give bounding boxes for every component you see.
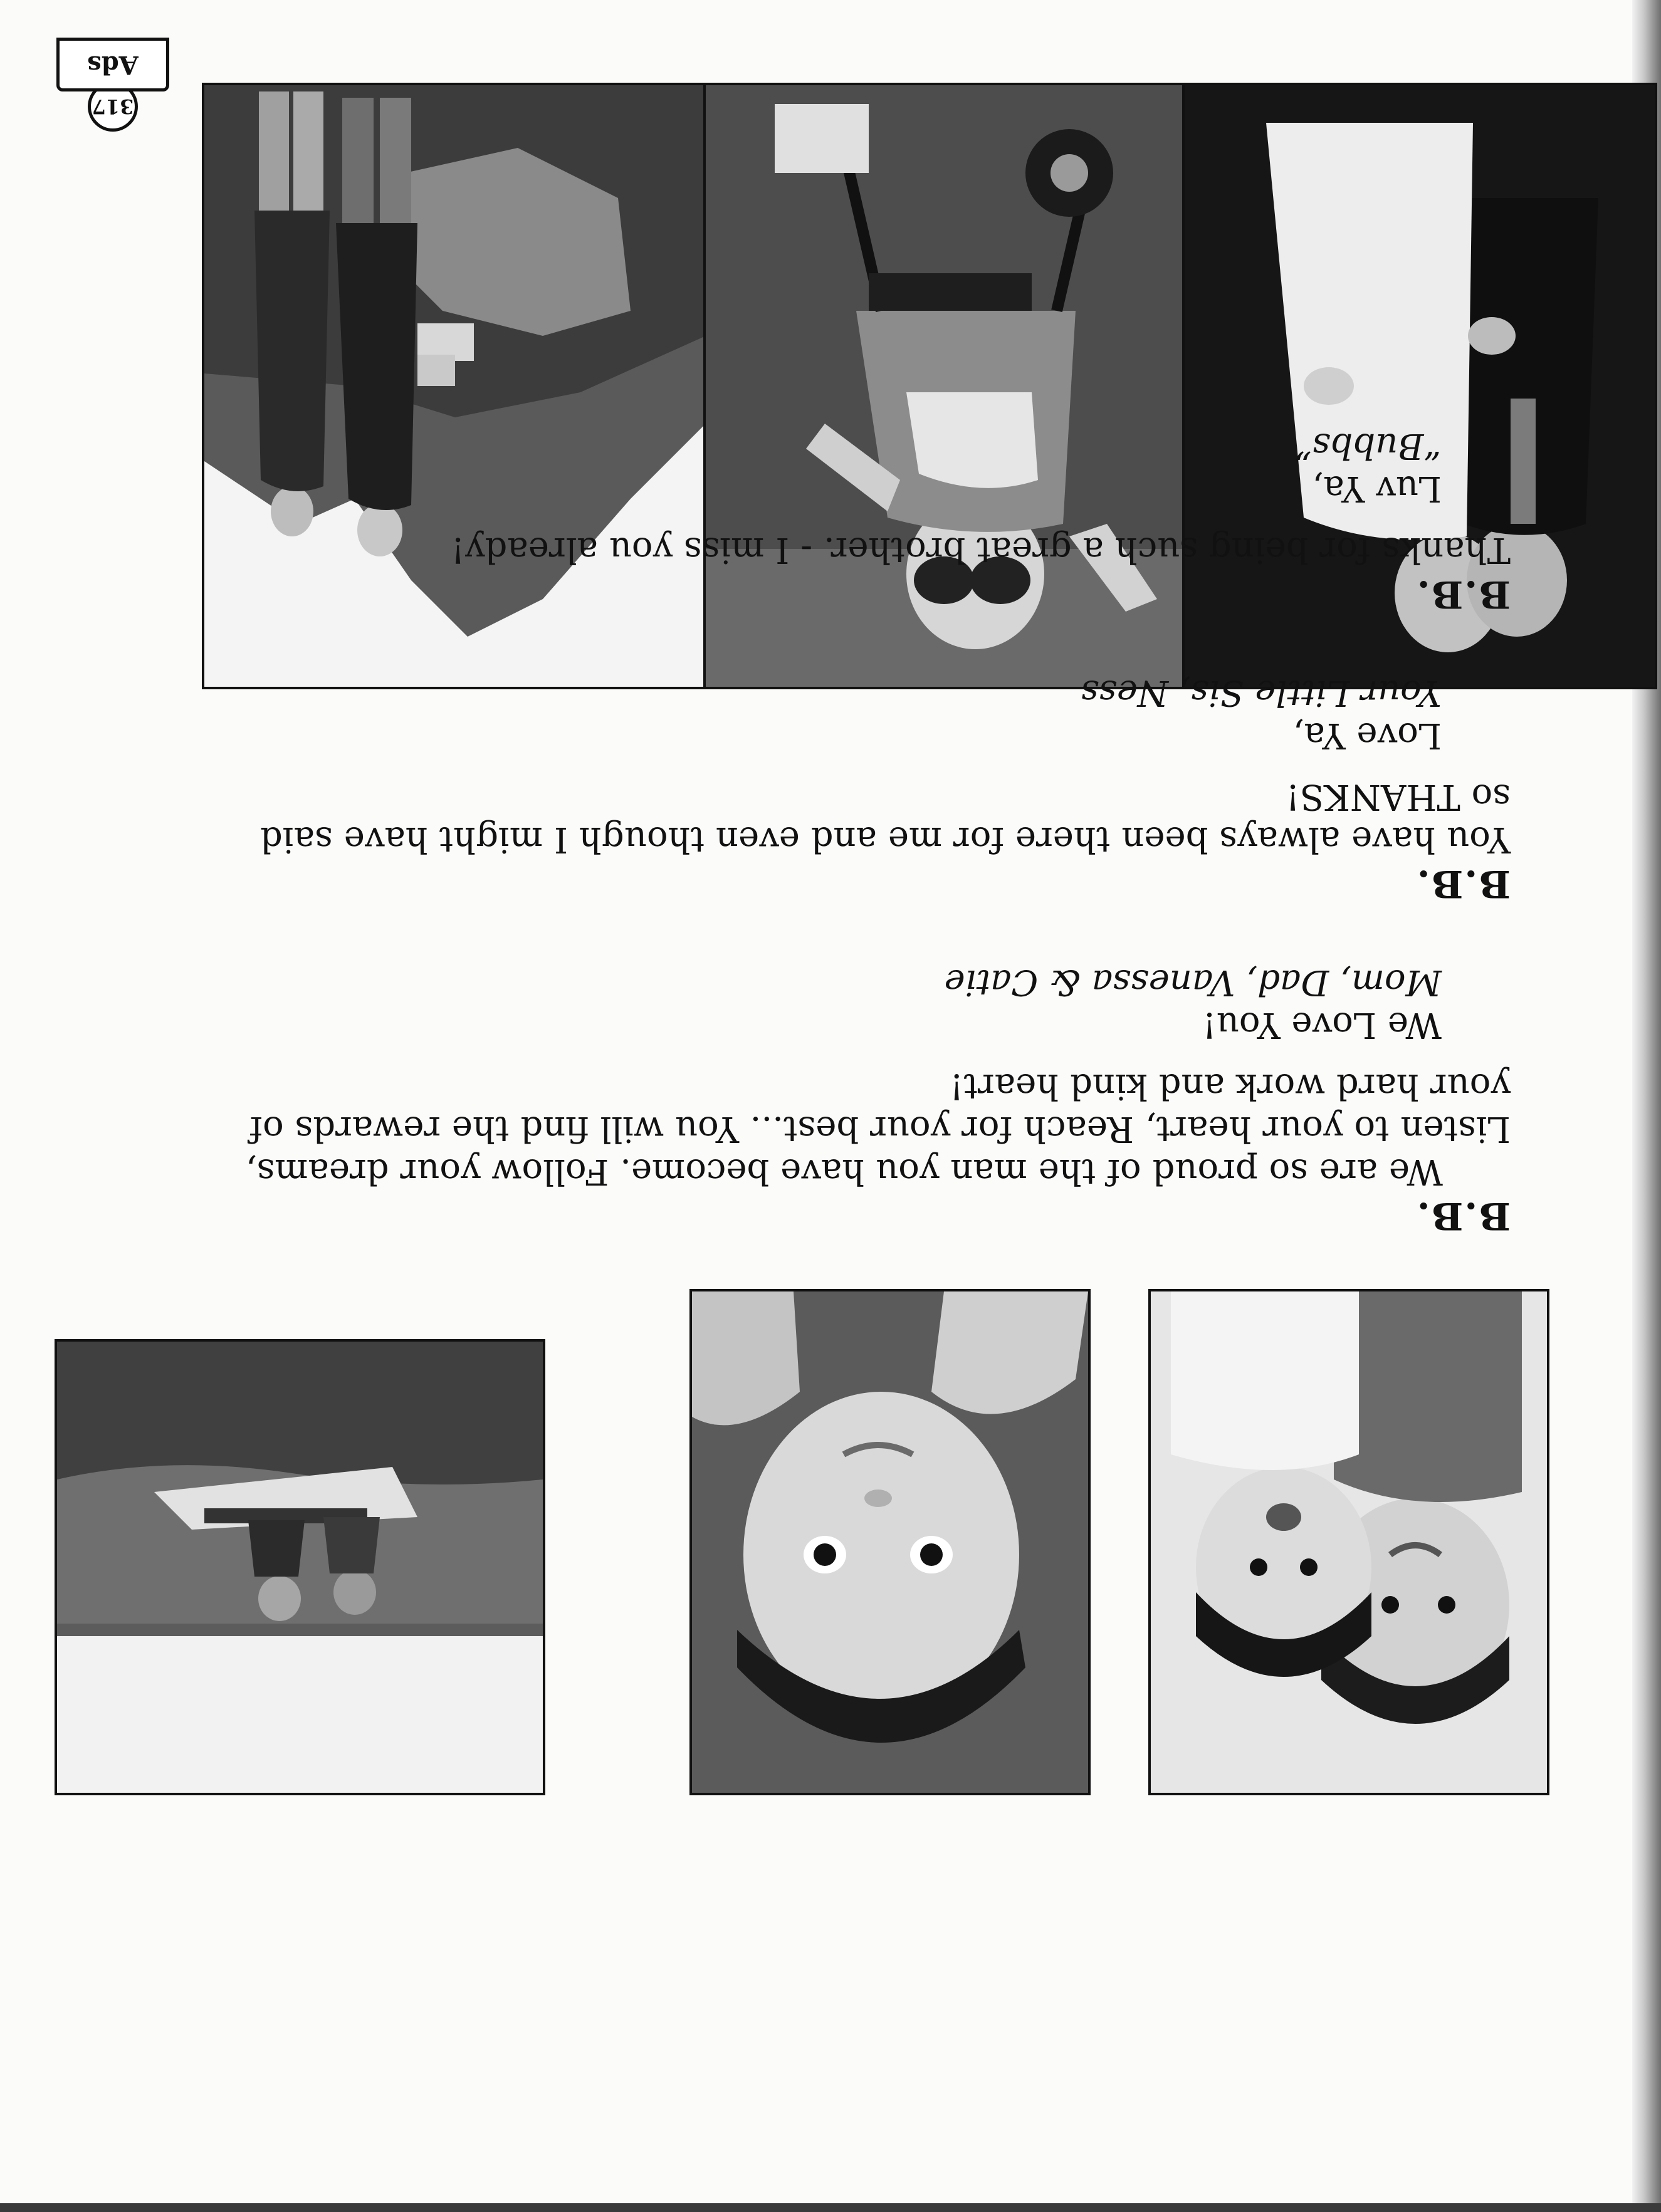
message-1-body: We are so proud of the man you have become. Follow your dreams, Listen to your heart, Reach for your best... You will find the rewards of your hard work and kind heart! <box>245 1066 1511 1192</box>
message-1 <box>50 1629 1511 1679</box>
message-3-heading-text: B.B. <box>1415 572 1511 616</box>
photo-jetski-riders <box>55 1339 545 1795</box>
section-tab <box>56 38 169 132</box>
message-3-signature: “Bubbs” <box>1294 425 1442 466</box>
photo-two-kids <box>1148 1289 1549 1795</box>
message-2-signoff <box>44 671 1511 756</box>
message-1-signature: Mom, Dad, Vanessa & Catie <box>944 962 1442 1003</box>
message-3-closing: Luv Ya, <box>1312 468 1442 509</box>
page-number: 317 <box>88 81 138 132</box>
message-2-body: You have always been there for me and even though I might have said so THANKS! <box>260 776 1511 860</box>
message-1-heading-text: B.B. <box>1415 1194 1511 1238</box>
message-3-wrap <box>44 424 1511 616</box>
message-1-signoff <box>44 961 1511 1046</box>
message-3-body: Thanks for being such a great brother. - I miss you already! <box>451 530 1511 570</box>
message-2-signature: Your Little Sis, Ness <box>1081 672 1442 713</box>
message-2-heading-text: B.B. <box>1415 862 1511 905</box>
section-label: Ads <box>56 38 169 91</box>
message-2-closing: Love Ya, <box>1292 715 1442 756</box>
message-1-wrap <box>44 961 1511 1238</box>
page-edge-strip <box>0 2203 1661 2212</box>
message-2-wrap <box>44 671 1511 905</box>
message-3-signoff <box>44 424 1511 509</box>
message-1-closing: We Love You! <box>1202 1004 1442 1045</box>
photo-child-closeup <box>689 1289 1091 1795</box>
text-column <box>44 424 1511 1238</box>
